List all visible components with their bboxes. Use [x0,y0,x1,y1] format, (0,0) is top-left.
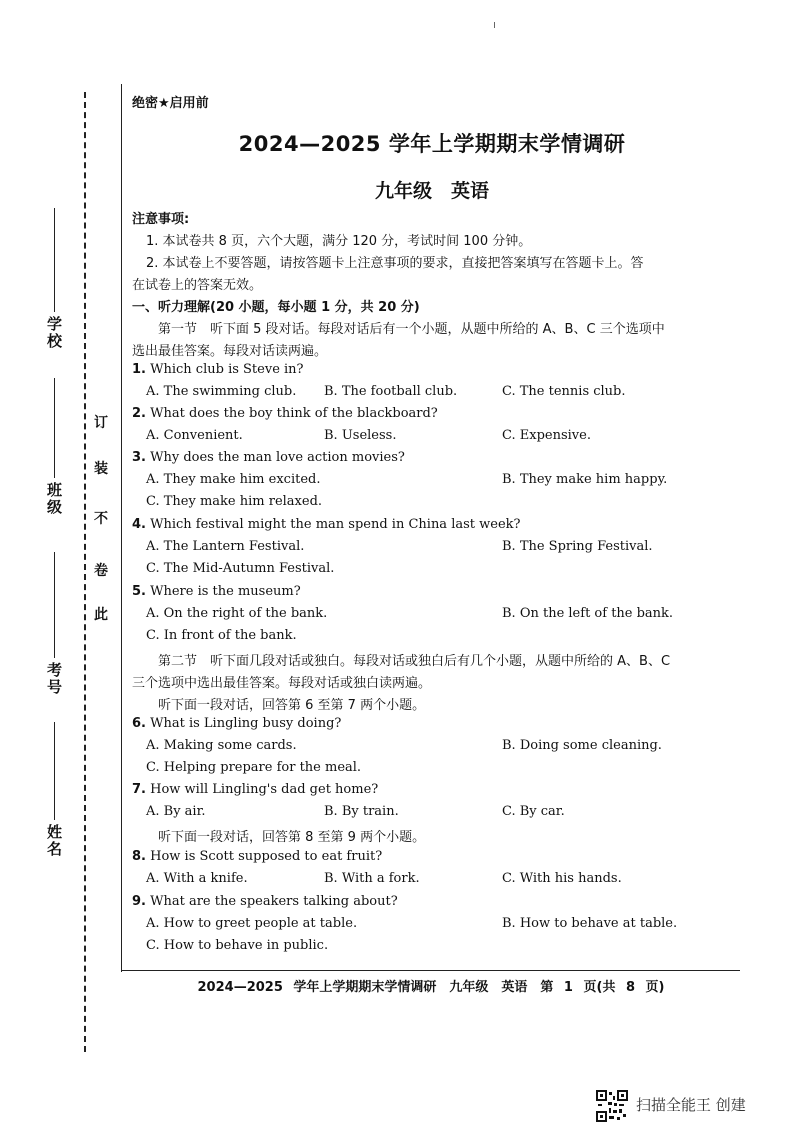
scan-mark [494,22,495,28]
section2-instructions: 第二节 听下面几段对话或独白。每段对话或独白后有几个小题，从题中所给的 A、B、C [158,654,671,669]
q8-option-b: B. With a fork. [324,871,420,886]
class-field [44,378,65,516]
binding-cut-line [84,92,86,1052]
class-label: 班级 [45,482,63,516]
q3-option-c: C. They make him relaxed. [146,494,323,509]
q7-option-b: B. By train. [324,804,399,819]
notes-item-1: 1. 本试卷共 8 页，六个大题，满分 120 分，考试时间 100 分钟。 [146,234,532,249]
section2-instructions-cont: 三个选项中选出最佳答案。每段对话或独白读两遍。 [132,676,432,691]
q9-option-c: C. How to behave in public. [146,938,329,953]
seal-char: 此 [94,607,108,623]
question-5: 5. Where is the museum? [132,584,301,599]
q1-option-a: A. The swimming club. [146,384,297,399]
q4-option-c: C. The Mid-Autumn Festival. [146,561,335,576]
exam-subtitle: 九年级 英语 [374,180,489,202]
exam-number-label: 考号 [45,662,63,696]
confidential-label: 绝密★启用前 [132,96,209,111]
q8-option-a: A. With a knife. [146,871,248,886]
question-4: 4. Which festival might the man spend in China last week? [132,517,521,532]
q1-option-c: C. The tennis club. [502,384,626,399]
question-8: 8. How is Scott supposed to eat fruit? [132,849,383,864]
exam-number-field [44,552,65,696]
q9-option-a: A. How to greet people at table. [146,916,358,931]
q9-option-b: B. How to behave at table. [502,916,678,931]
seal-char: 装 [94,461,108,477]
q6-option-c: C. Helping prepare for the meal. [146,760,362,775]
name-field [44,722,65,858]
q4-option-a: A. The Lantern Festival. [146,539,305,554]
school-label: 学校 [45,316,63,350]
q8-option-c: C. With his hands. [502,871,622,886]
notes-item-2-cont: 在试卷上的答案无效。 [132,278,263,293]
q5-option-a: A. On the right of the bank. [146,606,328,621]
question-1: 1. Which club is Steve in? [132,362,304,377]
q2-option-b: B. Useless. [324,428,397,443]
page-footer: 2024—2025 学年上学期期末学情调研 九年级 英语 第 1 页(共 8 页) [197,980,665,995]
question-3: 3. Why does the man love action movies? [132,450,405,465]
q7-option-a: A. By air. [146,804,206,819]
q6-option-b: B. Doing some cleaning. [502,738,662,753]
q3-option-b: B. They make him happy. [502,472,668,487]
exam-title: 2024—2025 学年上学期期末学情调研 [238,132,626,156]
seal-char: 订 [94,415,108,431]
section1-instructions: 第一节 听下面 5 段对话。每段对话后有一个小题，从题中所给的 A、B、C 三个选项中 [158,322,665,337]
dialogue-intro-8-9: 听下面一段对话，回答第 8 至第 9 两个小题。 [158,830,426,845]
notes-heading: 注意事项: [132,212,190,227]
q3-option-a: A. They make him excited. [146,472,321,487]
q1-option-b: B. The football club. [324,384,458,399]
scanner-watermark: 扫描全能王 创建 [636,1096,746,1114]
q5-option-c: C. In front of the bank. [146,628,297,643]
margin-border-line [121,84,122,972]
question-6: 6. What is Lingling busy doing? [132,716,342,731]
school-field [44,208,65,350]
section1-instructions-cont: 选出最佳答案。每段对话读两遍。 [132,344,328,359]
dialogue-intro-6-7: 听下面一段对话，回答第 6 至第 7 两个小题。 [158,698,426,713]
name-label: 姓名 [45,824,63,858]
q4-option-b: B. The Spring Festival. [502,539,653,554]
q6-option-a: A. Making some cards. [146,738,297,753]
question-9: 9. What are the speakers talking about? [132,894,398,909]
q2-option-c: C. Expensive. [502,428,591,443]
notes-item-2: 2. 本试卷上不要答题，请按答题卡上注意事项的要求，直接把答案填写在答题卡上。答 [146,256,644,271]
question-7: 7. How will Lingling's dad get home? [132,782,379,797]
part1-heading: 一、听力理解(20 小题，每小题 1 分，共 20 分) [132,300,420,315]
qr-code-icon [596,1090,628,1122]
q2-option-a: A. Convenient. [146,428,243,443]
seal-char: 卷 [94,563,108,579]
question-2: 2. What does the boy think of the blackboard? [132,406,438,421]
q7-option-c: C. By car. [502,804,565,819]
seal-char: 不 [94,511,108,527]
q5-option-b: B. On the left of the bank. [502,606,674,621]
footer-rule [122,970,740,971]
